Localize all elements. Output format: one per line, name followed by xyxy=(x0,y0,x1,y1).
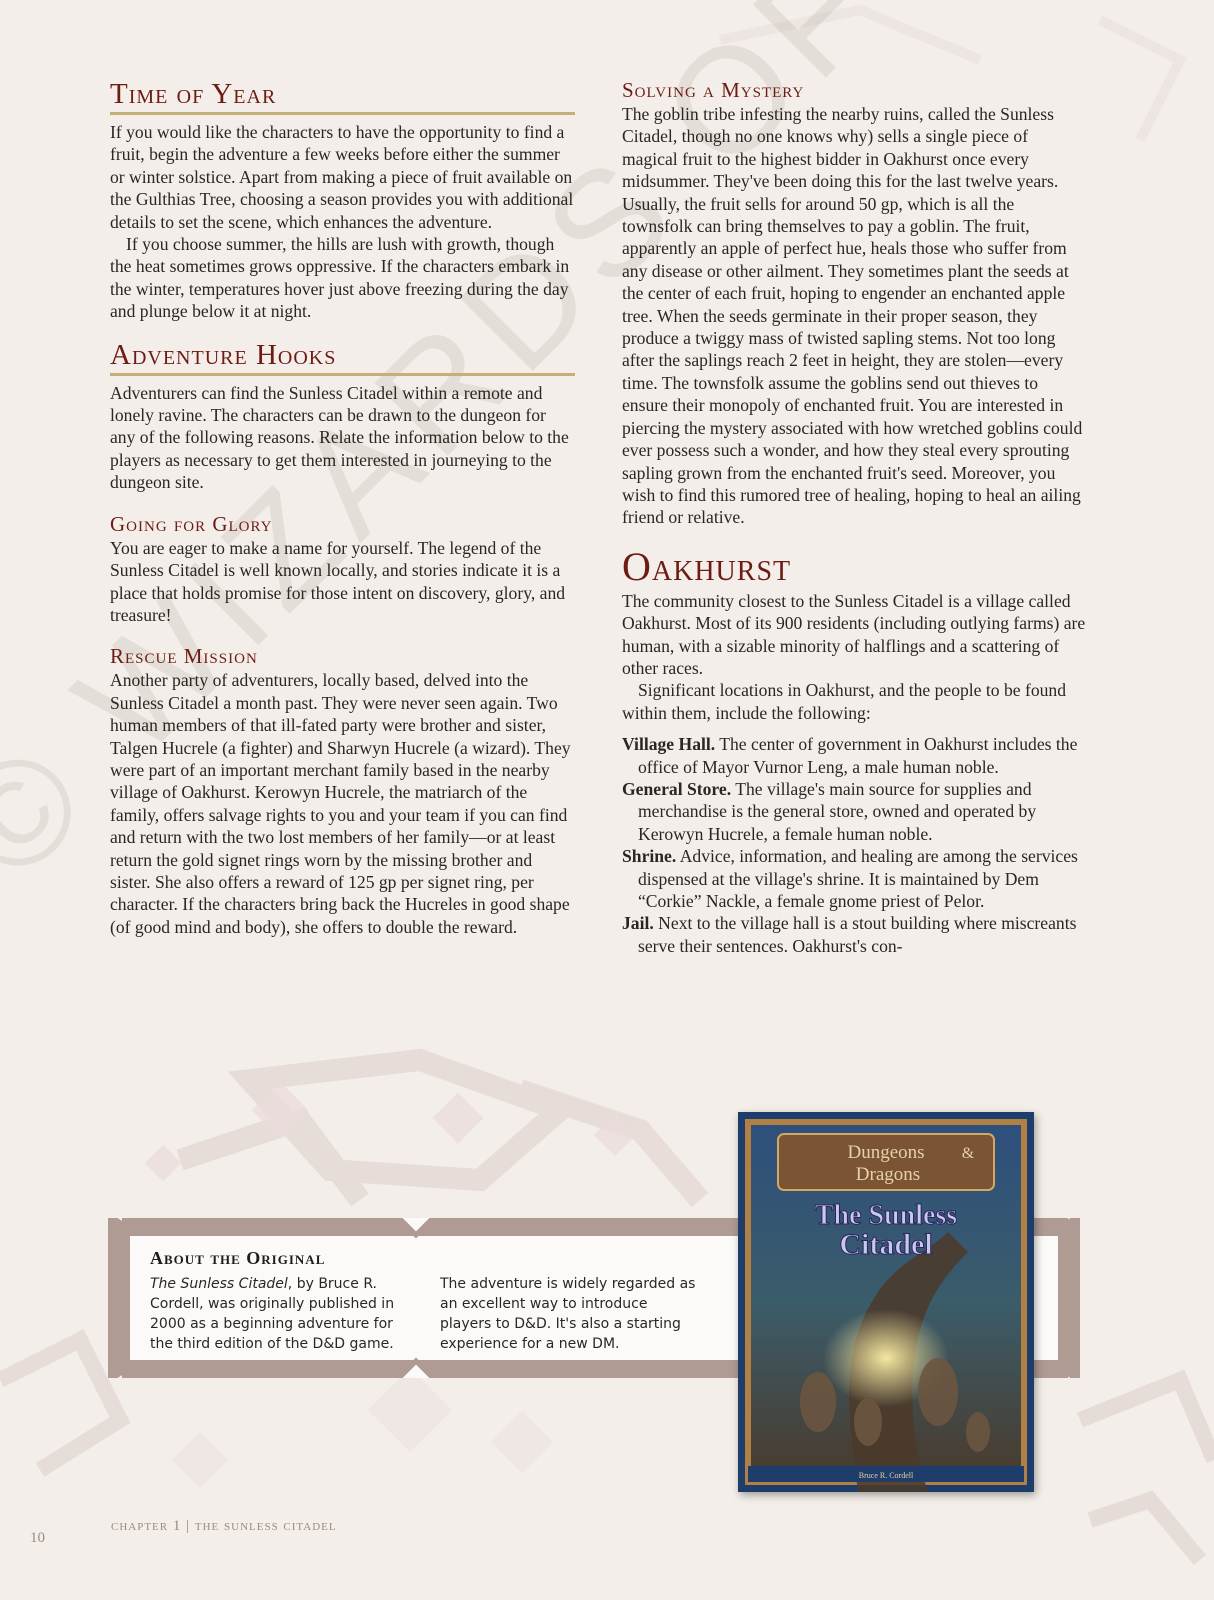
heading-solving-a-mystery: Solving a Mystery xyxy=(622,78,805,102)
sidebar-column-1-text: , by Bruce R. Cordell, was originally published in 2000 as a beginning adventure for the third edition of the D&D game. xyxy=(150,1276,395,1352)
chapter-footer: chapter 1 | the sunless citadel xyxy=(111,1518,337,1534)
location-entry xyxy=(622,733,1087,778)
location-list xyxy=(622,733,1087,957)
solving-a-mystery-paragraph: The goblin tribe infesting the nearby ruins, called the Sunless Citadel, though no one knows why) sells a single piece of magical fruit to the highest bidder in Oakhurst once every midsummer. They've been doing this for the last twelve years. Usually, the fruit sells for around 50 gp, which is all the townsfolk can bring themselves to pay a goblin. The fruit, apparently an apple of perfect hue, heals those who suffer from any disease or other ailment. They sometimes plant the seeds at the center of each fruit, hoping to engender an enchanted apple tree. When the seeds germinate in their proper season, they produce a twiggy mass of twisted sapling stems. Not too long after the saplings reach 2 feet in height, they are stolen—every time. The townsfolk assume the goblins send out thieves to ensure their monopoly of enchanted fruit. You are interested in piercing the mystery associated with how wretched goblins could ever possess such a wonder, and how they steal every sprouting sapling grown from the enchanted fruit's seed. Moreover, you wish to find this rumored tree of healing, hoping to heal an ailing friend or relative. xyxy=(622,104,1083,528)
heading-time-of-year: Time of Year xyxy=(110,78,575,115)
adventure-hooks-paragraph: Adventurers can find the Sunless Citadel within a remote and lonely ravine. The characters can be drawn to the dungeon for any of the following reasons. Relate the information below to the players as necessary to get them interested in journeying to the dungeon site. xyxy=(110,382,569,493)
location-entry xyxy=(622,912,1087,957)
location-text: The center of government in Oakhurst includes the office of Mayor Vurnor Leng, a male human noble. xyxy=(638,734,1078,777)
location-entry xyxy=(622,845,1087,912)
oakhurst-paragraph-1: The community closest to the Sunless Citadel is a village called Oakhurst. Most of its 900 residents (including outlying farms) are human, with a sizable minority of halflings and a scattering of other races. xyxy=(622,590,1086,678)
location-entry xyxy=(622,778,1087,845)
sidebar-title: About the Original xyxy=(150,1248,326,1268)
location-name: General Store. xyxy=(622,778,732,799)
going-for-glory-paragraph: You are eager to make a name for yourself. The legend of the Sunless Citadel is well known locally, and stories indicate it is a place that holds promise for those intent on discovery, glory, and treasure! xyxy=(110,537,566,625)
rescue-mission-paragraph: Another party of adventurers, locally based, delved into the Sunless Citadel a month past. They were never seen again. Two human members of that ill-fated party were brother and sister, Talgen Hucrele (a fighter) and Sharwyn Hucrele (a wizard). They were part of an important merchant family based in the nearby village of Oakhurst. Kerowyn Hucrele, the matriarch of the family, offers salvage rights to you and your team if you can find and return with the two lost members of her family—or at least return the gold signet rings worn by the missing brother and sister. She also offers a reward of 125 gp per signet ring, per character. If the characters bring back the Hucreles in good shape (of good mind and body), she offers to double the reward. xyxy=(110,670,571,937)
cover-brand-ampersand: & xyxy=(961,1145,975,1162)
location-text: The village's main source for supplies and merchandise is the general store, owned and operated by Kerowyn Hucrele, a female human noble. xyxy=(638,778,1037,844)
right-column xyxy=(622,78,1087,957)
cover-brand-line-1: Dungeons xyxy=(847,1142,925,1163)
cover-brand-line-2: Dragons xyxy=(855,1164,921,1185)
page-number: 10 xyxy=(30,1530,45,1546)
time-of-year-paragraph-1: If you would like the characters to have the opportunity to find a fruit, begin the adventure a few weeks before either the summer or winter solstice. Apart from making a piece of fruit available on the Gulthias Tree, choosing a season provides you with additional details to set the scene, which enhances the adventure. xyxy=(110,122,574,232)
sidebar-column-2: The adventure is widely regarded as an excellent way to introduce players to D&D. It's also a starting experience for a new DM. xyxy=(440,1276,696,1352)
cover-author: Bruce R. Cordell xyxy=(858,1471,914,1480)
book-cover-image xyxy=(738,1112,1034,1492)
location-name: Jail. xyxy=(622,913,654,934)
heading-adventure-hooks: Adventure Hooks xyxy=(110,339,575,376)
location-text: Advice, information, and healing are among the services dispensed at the village's shrine. It is maintained by Dem “Corkie” Nackle, a female gnome priest of Pelor. xyxy=(638,846,1078,911)
heading-rescue-mission: Rescue Mission xyxy=(110,644,258,669)
location-text: Next to the village hall is a stout building where miscreants serve their sentences. Oakhurst's con- xyxy=(638,913,1077,956)
sidebar-book-title: The Sunless Citadel xyxy=(150,1276,288,1292)
sidebar-column-1 xyxy=(150,1274,412,1354)
cover-title-line-2: Citadel xyxy=(839,1228,933,1261)
heading-oakhurst: Oakhurst xyxy=(622,543,792,589)
cover-title-line-1: The Sunless xyxy=(814,1200,958,1231)
left-column xyxy=(110,78,575,938)
time-of-year-paragraph-2: If you choose summer, the hills are lush with growth, though the heat sometimes grows oppressive. If the characters embark in the winter, temperatures hover just above freezing during the day and plunge below it at night. xyxy=(110,234,570,322)
oakhurst-paragraph-2: Significant locations in Oakhurst, and the people to be found within them, include the following: xyxy=(622,680,1067,723)
location-name: Shrine. xyxy=(622,846,677,867)
location-name: Village Hall. xyxy=(622,734,716,755)
heading-going-for-glory: Going for Glory xyxy=(110,511,273,536)
